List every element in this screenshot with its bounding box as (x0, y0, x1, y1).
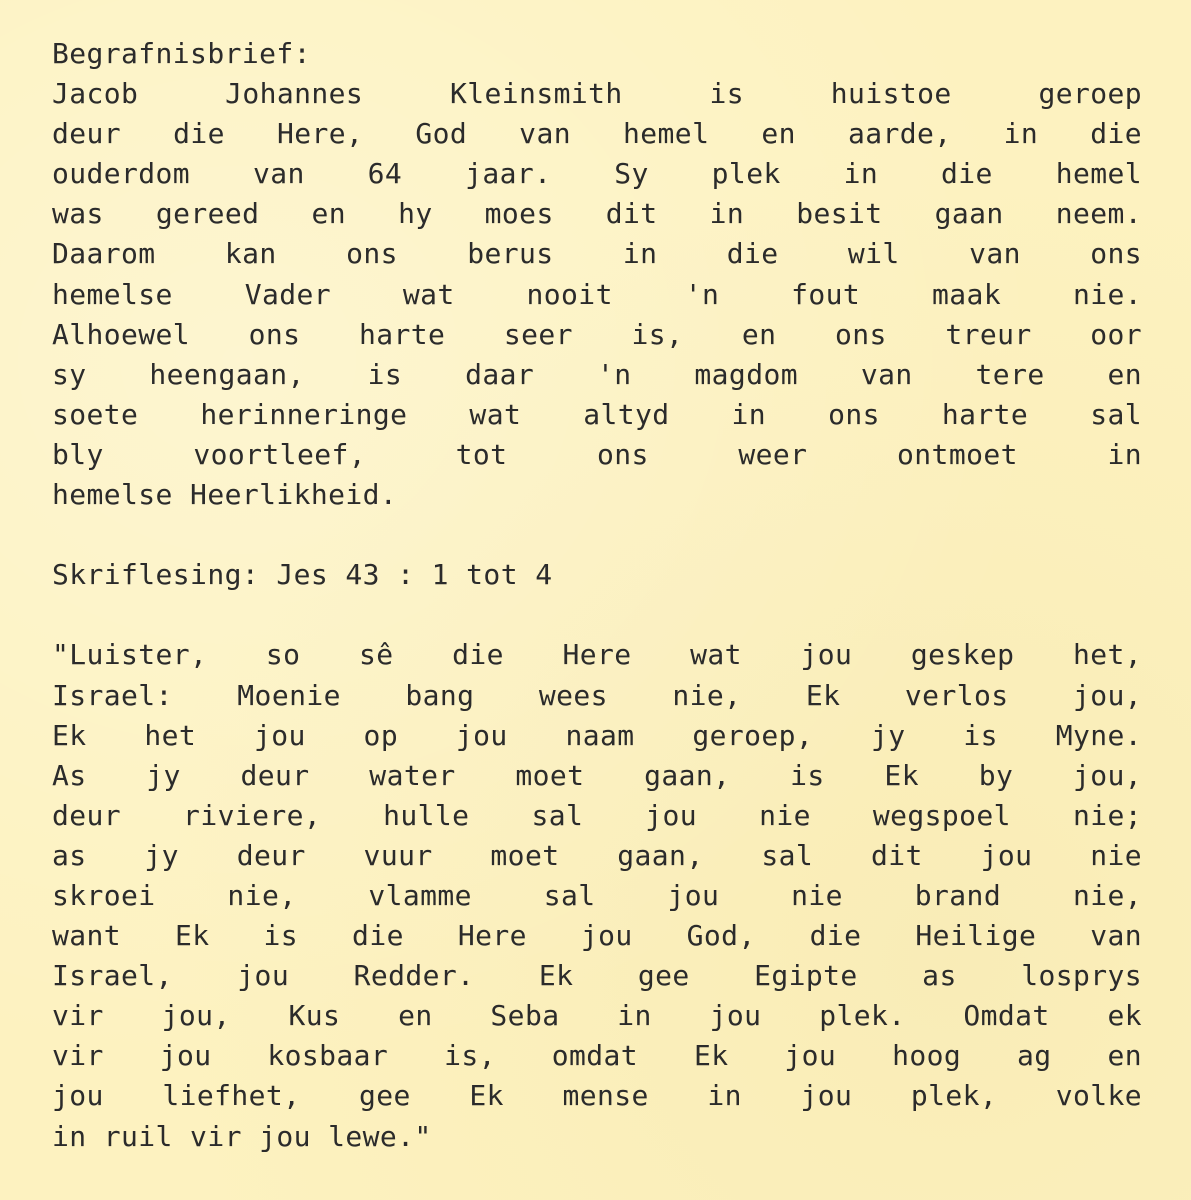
letter-line: ouderdom van 64 jaar. Sy plek in die hemel (52, 157, 1142, 191)
letter-line: bly voortleef, tot ons weer ontmoet in (52, 437, 1142, 471)
letter-line: Alhoewel ons harte seer is, en ons treur oor (52, 317, 1142, 351)
scripture-line: jou liefhet, gee Ek mense in jou plek, volke (52, 1079, 1142, 1113)
scripture-body (52, 635, 1142, 1156)
document-text (52, 34, 1142, 1157)
spacer (52, 515, 1142, 555)
scripture-reference: Skriflesing: Jes 43 : 1 tot 4 (52, 558, 553, 592)
scripture-line: vir jou, Kus en Seba in jou plek. Omdat ek (52, 999, 1142, 1033)
letter-line: hemelse Heerlikheid. (52, 478, 398, 512)
scripture-line: want Ek is die Here jou God, die Heilige van (52, 919, 1142, 953)
scripture-line: Israel, jou Redder. Ek gee Egipte as losprys (52, 959, 1142, 993)
scripture-line: as jy deur vuur moet gaan, sal dit jou nie (52, 838, 1142, 872)
scripture-line: Israel: Moenie bang wees nie, Ek verlos jou, (52, 678, 1142, 712)
scripture-line: Ek het jou op jou naam geroep, jy is Myne. (52, 718, 1142, 752)
spacer (52, 595, 1142, 635)
scripture-line: vir jou kosbaar is, omdat Ek jou hoog ag en (52, 1039, 1142, 1073)
letter-line: deur die Here, God van hemel en aarde, in die (52, 117, 1142, 151)
letter-line: soete herinneringe wat altyd in ons harte sal (52, 397, 1142, 431)
scripture-line: As jy deur water moet gaan, is Ek by jou, (52, 758, 1142, 792)
letter-line: Jacob Johannes Kleinsmith is huistoe geroep (52, 77, 1142, 111)
letter-heading: Begrafnisbrief: (52, 37, 311, 70)
letter-line: sy heengaan, is daar 'n magdom van tere en (52, 357, 1142, 391)
scripture-line: in ruil vir jou lewe." (52, 1119, 432, 1153)
scripture-line: skroei nie, vlamme sal jou nie brand nie, (52, 878, 1142, 912)
scripture-line: "Luister, so sê die Here wat jou geskep het, (52, 638, 1142, 672)
letter-body (52, 74, 1142, 515)
letter-line: Daarom kan ons berus in die wil van ons (52, 237, 1142, 271)
letter-line: was gereed en hy moes dit in besit gaan neem. (52, 197, 1142, 231)
scripture-line: deur riviere, hulle sal jou nie wegspoel nie; (52, 798, 1142, 832)
letter-line: hemelse Vader wat nooit 'n fout maak nie. (52, 277, 1142, 311)
